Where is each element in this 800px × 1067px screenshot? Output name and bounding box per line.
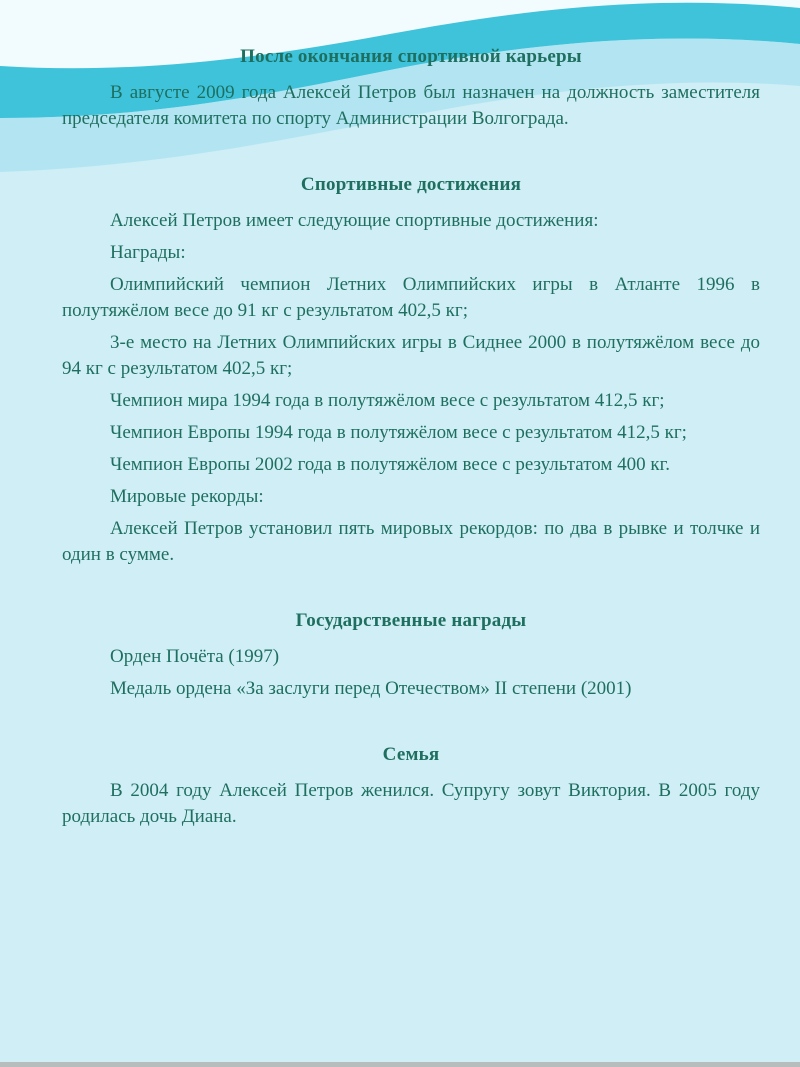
paragraph: 3-е место на Летних Олимпийских игры в Сиднее 2000 в полутяжёлом весе до 94 кг с результатом 402,5 кг;: [62, 332, 760, 379]
paragraph: Награды:: [110, 242, 186, 263]
paragraph: Алексей Петров установил пять мировых рекордов: по два в рывке и толчке и один в сумме.: [62, 518, 760, 565]
paragraph: Олимпийский чемпион Летних Олимпийских игры в Атланте 1996 в полутяжёлом весе до 91 кг с результатом 402,5 кг;: [62, 274, 760, 321]
paragraph: В 2004 году Алексей Петров женился. Супругу зовут Виктория. В 2005 году родилась дочь Диана.: [62, 780, 760, 827]
section-state-awards: [62, 610, 760, 702]
section-heading: Спортивные достижения: [300, 174, 522, 195]
slide-bottom-edge: [0, 1062, 800, 1067]
paragraph: Мировые рекорды:: [110, 486, 264, 507]
paragraph: Чемпион Европы 1994 года в полутяжёлом весе с результатом 412,5 кг;: [110, 422, 687, 443]
section-family: [62, 744, 760, 830]
paragraph: Алексей Петров имеет следующие спортивные достижения:: [110, 210, 599, 231]
section-heading: Семья: [382, 744, 440, 765]
section-career-after: [62, 46, 760, 132]
slide-title: После окончания спортивной карьеры: [240, 46, 582, 67]
paragraph: Медаль ордена «За заслуги перед Отечеством» II степени (2001): [110, 678, 632, 699]
paragraph: Орден Почёта (1997): [110, 646, 280, 667]
section-heading: Государственные награды: [295, 610, 527, 631]
section-sport-achievements: [62, 174, 760, 568]
paragraph: В августе 2009 года Алексей Петров был назначен на должность заместителя председателя комитета по спорту Администрации Волгограда.: [62, 82, 760, 129]
paragraph: Чемпион мира 1994 года в полутяжёлом весе с результатом 412,5 кг;: [110, 390, 665, 411]
paragraph: Чемпион Европы 2002 года в полутяжёлом весе с результатом 400 кг.: [110, 454, 671, 475]
